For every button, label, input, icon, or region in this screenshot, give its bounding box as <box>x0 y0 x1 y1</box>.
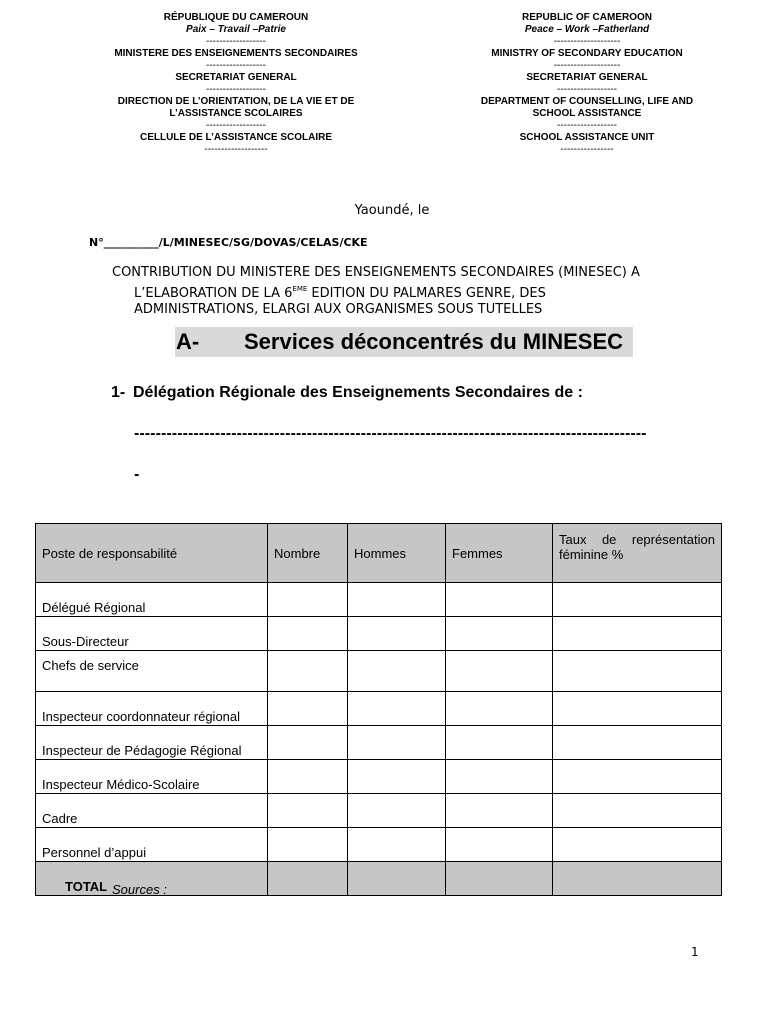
header-separator: -------------------- <box>553 36 621 47</box>
row-label: Sous-Directeur <box>36 617 268 651</box>
table-header-row <box>36 524 722 583</box>
table-row <box>36 760 722 794</box>
subsection-heading <box>111 384 583 402</box>
header-position: Poste de responsabilité <box>36 524 268 583</box>
section-title: Services déconcentrés du MINESEC <box>244 329 624 354</box>
table-row <box>36 692 722 726</box>
section-letter: A- <box>176 329 200 354</box>
header-separator: ------------------ <box>206 84 266 95</box>
subsection-title: Délégation Régionale des Enseignements Secondaires de : <box>133 384 583 401</box>
header-separator: -------------------- <box>553 60 621 71</box>
cell-rate[interactable] <box>553 828 722 862</box>
table-row <box>36 583 722 617</box>
cell-number[interactable] <box>268 828 348 862</box>
cell-rate[interactable] <box>553 583 722 617</box>
header-women: Femmes <box>446 524 553 583</box>
ordinal-suffix: EME <box>292 285 308 293</box>
responsibility-table <box>35 523 722 896</box>
total-label: TOTAL <box>36 862 268 896</box>
national-motto-fr: Paix – Travail –Patrie <box>186 24 286 35</box>
total-men[interactable] <box>348 862 446 896</box>
reference-number: N°__________/L/MINESEC/SG/DOVAS/CELAS/CKE <box>89 236 368 249</box>
country-name-en: REPUBLIC OF CAMEROON <box>522 12 652 23</box>
ministry-name-fr: MINISTERE DES ENSEIGNEMENTS SECONDAIRES <box>114 48 358 59</box>
cell-rate[interactable] <box>553 692 722 726</box>
cell-women[interactable] <box>446 692 553 726</box>
page-number: 1 <box>691 945 699 959</box>
cell-women[interactable] <box>446 726 553 760</box>
cell-women[interactable] <box>446 651 553 692</box>
title-line-3: ADMINISTRATIONS, ELARGI AUX ORGANISMES SOUS TUTELLES <box>134 302 543 317</box>
direction-line-2: L’ASSISTANCE SCOLAIRES <box>169 108 303 119</box>
cell-rate[interactable] <box>553 617 722 651</box>
header-left-block <box>91 12 381 156</box>
table-row <box>36 794 722 828</box>
cell-women[interactable] <box>446 583 553 617</box>
cell-men[interactable] <box>348 692 446 726</box>
fill-in-line: ----------------------------------------------------------------------------------------------- <box>134 427 647 442</box>
cell-men[interactable] <box>348 651 446 692</box>
header-separator: ------------------ <box>206 60 266 71</box>
national-motto-en: Peace – Work –Fatherland <box>524 24 650 35</box>
cell-women[interactable] <box>446 794 553 828</box>
cell-number[interactable] <box>268 583 348 617</box>
cell-men[interactable] <box>348 828 446 862</box>
header-number: Nombre <box>268 524 348 583</box>
secretariat-en: SECRETARIAT GENERAL <box>526 72 648 83</box>
place-date: Yaoundé, le <box>354 203 430 218</box>
title-line-2-end: EDITION DU PALMARES GENRE, DES <box>307 286 546 301</box>
cell-number[interactable] <box>268 617 348 651</box>
sources-label: Sources : <box>112 882 167 897</box>
header-separator: ------------------ <box>206 36 266 47</box>
cell-men[interactable] <box>348 617 446 651</box>
total-rate[interactable] <box>553 862 722 896</box>
title-line-2-start: L’ELABORATION DE LA 6 <box>134 286 293 301</box>
row-label: Inspecteur coordonnateur régional <box>36 692 268 726</box>
header-separator: ---------------- <box>560 144 614 155</box>
cell-number[interactable] <box>268 651 348 692</box>
section-a-heading <box>175 327 633 357</box>
row-label: Délégué Régional <box>36 583 268 617</box>
unit-name-en: SCHOOL ASSISTANCE UNIT <box>519 132 655 143</box>
cell-men[interactable] <box>348 726 446 760</box>
cell-rate[interactable] <box>553 726 722 760</box>
ministry-name-en: MINISTRY OF SECONDARY EDUCATION <box>491 48 683 59</box>
row-label: Cadre <box>36 794 268 828</box>
department-line-1: DEPARTMENT OF COUNSELLING, LIFE AND <box>480 96 694 107</box>
cell-name-fr: CELLULE DE L’ASSISTANCE SCOLAIRE <box>139 132 333 143</box>
country-name-fr: RÉPUBLIQUE DU CAMEROUN <box>163 12 309 23</box>
row-label: Chefs de service <box>36 651 268 692</box>
table-row <box>36 651 722 692</box>
table-row <box>36 726 722 760</box>
header-separator: ------------------ <box>557 84 617 95</box>
cell-rate[interactable] <box>553 794 722 828</box>
cell-number[interactable] <box>268 794 348 828</box>
secretariat-fr: SECRETARIAT GENERAL <box>175 72 297 83</box>
subsection-number: 1- <box>111 384 126 401</box>
cell-men[interactable] <box>348 583 446 617</box>
direction-line-1: DIRECTION DE L’ORIENTATION, DE LA VIE ET DE <box>117 96 355 107</box>
header-separator: ------------------ <box>557 120 617 131</box>
cell-number[interactable] <box>268 760 348 794</box>
cell-women[interactable] <box>446 617 553 651</box>
cell-number[interactable] <box>268 692 348 726</box>
fill-in-line-end: - <box>134 468 140 483</box>
total-women[interactable] <box>446 862 553 896</box>
cell-women[interactable] <box>446 760 553 794</box>
header-right-block <box>442 12 732 156</box>
department-line-2: SCHOOL ASSISTANCE <box>532 108 642 119</box>
cell-rate[interactable] <box>553 760 722 794</box>
cell-men[interactable] <box>348 794 446 828</box>
title-line-1: CONTRIBUTION DU MINISTERE DES ENSEIGNEMENTS SECONDAIRES (MINESEC) A <box>112 265 640 280</box>
header-female-rate: Taux de représentation féminine % <box>553 524 722 583</box>
table-row <box>36 617 722 651</box>
row-label: Inspecteur Médico-Scolaire <box>36 760 268 794</box>
table-row <box>36 828 722 862</box>
document-title <box>112 265 697 318</box>
row-label: Personnel d’appui <box>36 828 268 862</box>
row-label: Inspecteur de Pédagogie Régional <box>36 726 268 760</box>
total-number[interactable] <box>268 862 348 896</box>
header-separator: ------------------ <box>206 120 266 131</box>
header-men: Hommes <box>348 524 446 583</box>
title-line-2 <box>112 281 697 302</box>
cell-men[interactable] <box>348 760 446 794</box>
cell-number[interactable] <box>268 726 348 760</box>
cell-rate[interactable] <box>553 651 722 692</box>
cell-women[interactable] <box>446 828 553 862</box>
header-separator: ------------------- <box>204 144 268 155</box>
